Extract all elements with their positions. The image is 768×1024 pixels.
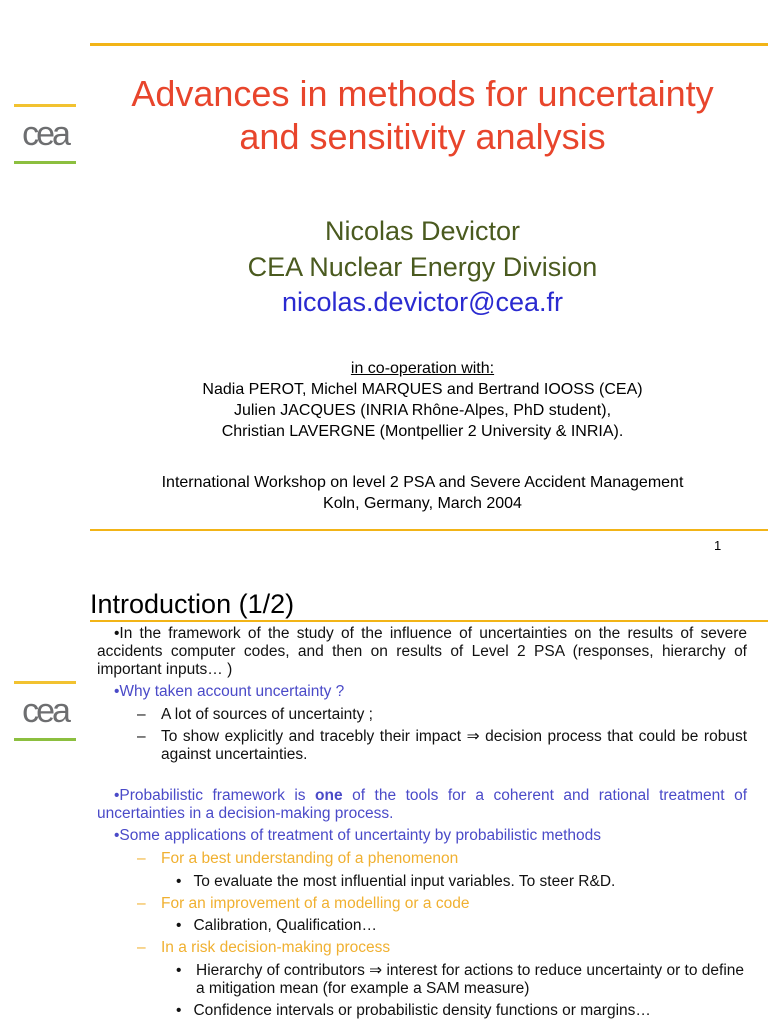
app-3: – In a risk decision-making process	[137, 939, 391, 956]
page-number: 1	[714, 538, 722, 553]
app-2-item: • Calibration, Qualification…	[176, 917, 377, 934]
email-link[interactable]: nicolas.devictor@cea.fr	[281, 287, 564, 317]
bottom-rule	[90, 529, 768, 531]
coop-block: in co-operation with: Nadia PEROT, Michel MARQUES and Bertrand IOOSS (CEA) Julien JACQUES (INRIA Rhône-Alpes, PhD student), Christian LAVERGNE (Montpellier 2 University & INRIA).	[202, 360, 643, 440]
top-rule	[90, 43, 768, 46]
why-heading: •Why taken account uncertainty ?	[114, 683, 345, 700]
applications-heading: •Some applications of treatment of uncertainty by probabilistic methods	[114, 827, 602, 844]
probabilistic-paragraph: •Probabilistic framework is one of the tools for a coherent and rational treatment of uncertainties in a decision-making process.	[97, 787, 747, 822]
app-1: – For a best understanding of a phenomenon	[137, 850, 459, 867]
affiliation: CEA Nuclear Energy Division	[247, 252, 598, 282]
slide2-title: Introduction (1/2)	[90, 589, 295, 619]
author: Nicolas Devictor	[324, 216, 521, 246]
slide2-rule	[90, 620, 768, 622]
why-item-2: – To show explicitly and tracebly their impact ⇒ decision process that could be robust against uncertainties.	[137, 728, 747, 763]
app-1-item: • To evaluate the most influential input variables. To steer R&D.	[176, 873, 616, 890]
event-info: International Workshop on level 2 PSA and Severe Accident Management Koln, Germany, March 2004	[161, 474, 684, 512]
app-2: – For an improvement of a modelling or a code	[137, 895, 470, 912]
cea-logo: cea	[14, 104, 76, 164]
slide-title: Advances in methods for uncertainty and sensitivity analysis	[131, 73, 714, 157]
app-3-item-1: • Hierarchy of contributors ⇒ interest for actions to reduce uncertainty or to define a mitigation mean (for example a SAM measure)	[176, 962, 745, 997]
intro-paragraph: •In the framework of the study of the influence of uncertainties on the results of severe accidents computer codes, and then on results of Level 2 PSA (responses, hierarchy of important inputs… )	[97, 625, 747, 678]
cea-logo-2: cea	[14, 681, 76, 741]
why-item-1: – A lot of sources of uncertainty ;	[137, 706, 373, 723]
app-3-item-2: • Confidence intervals or probabilistic density functions or margins…	[176, 1002, 651, 1019]
